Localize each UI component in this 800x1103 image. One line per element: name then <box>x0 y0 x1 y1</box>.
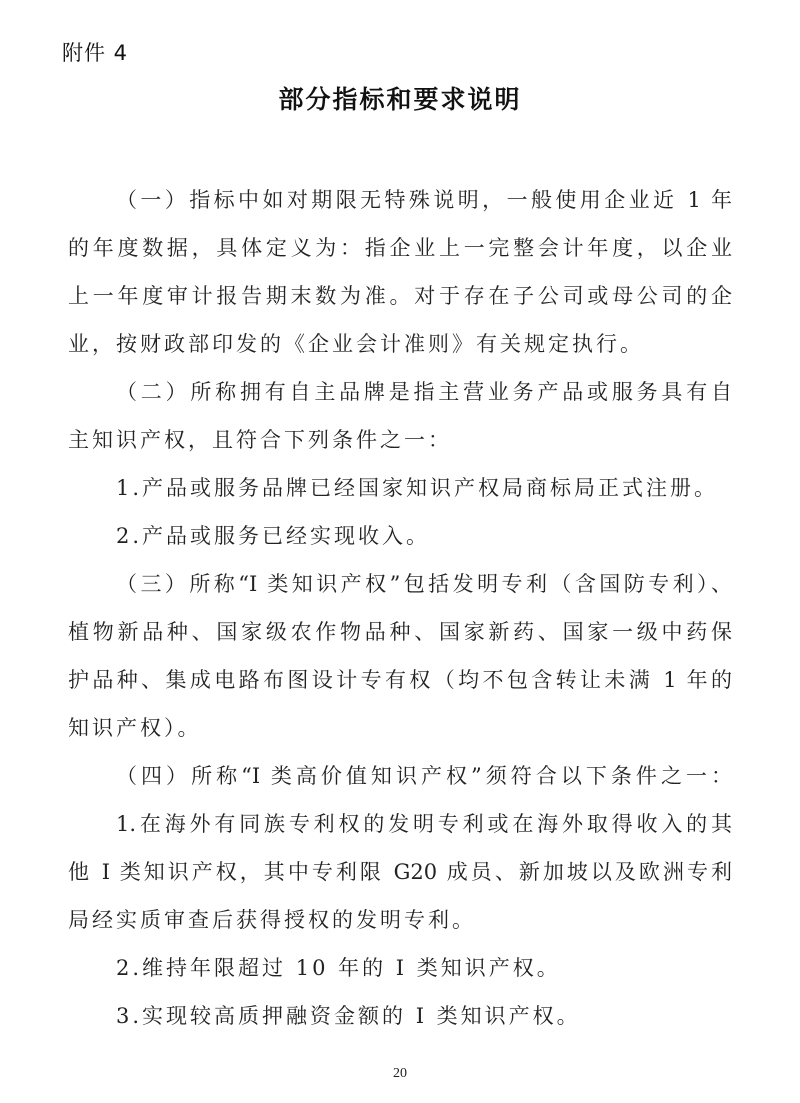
text-line: 2.维持年限超过 10 年的 I 类知识产权。 <box>116 956 561 980</box>
paragraph-section-4-item-1 <box>68 800 732 944</box>
paragraph-section-1 <box>68 176 732 368</box>
text-line: 1.在海外有同族专利权的发明专利或在海外取得收入的其 <box>116 812 732 836</box>
text-line: 2.产品或服务已经实现收入。 <box>116 524 431 548</box>
text-line: 他 I 类知识产权，其中专利限 G20 成员、新加坡以及欧洲专利 <box>68 860 732 884</box>
text-line: 护品种、集成电路布图设计专有权（均不包含转让未满 1 年的 <box>68 668 732 692</box>
text-line: 1.产品或服务品牌已经国家知识产权局商标局正式注册。 <box>116 476 719 500</box>
paragraph-section-4-item-3 <box>68 992 732 1040</box>
paragraph-section-2 <box>68 368 732 464</box>
text-line: 的年度数据，具体定义为：指企业上一完整会计年度，以企业 <box>68 236 732 260</box>
text-line: （三）所称“I 类知识产权”包括发明专利（含国防专利）、 <box>116 572 732 596</box>
page-number: 20 <box>393 1066 407 1081</box>
text-line: 3.实现较高质押融资金额的 I 类知识产权。 <box>116 1004 581 1028</box>
text-line: 局经实质审查后获得授权的发明专利。 <box>68 908 476 932</box>
text-line: 主知识产权，且符合下列条件之一： <box>68 428 452 452</box>
paragraph-section-4 <box>68 752 732 800</box>
paragraph-section-2-item-1 <box>68 464 732 512</box>
attachment-label: 附件 4 <box>62 41 129 65</box>
paragraph-section-2-item-2 <box>68 512 732 560</box>
document-title: 部分指标和要求说明 <box>278 85 522 114</box>
text-line: （四）所称“I 类高价值知识产权”须符合以下条件之一： <box>116 764 732 788</box>
text-line: （一）指标中如对期限无特殊说明，一般使用企业近 1 年 <box>116 188 732 212</box>
paragraph-section-3 <box>68 560 732 752</box>
text-line: 植物新品种、国家级农作物品种、国家新药、国家一级中药保 <box>68 620 732 644</box>
text-line: 知识产权）。 <box>68 716 202 740</box>
text-line: （二）所称拥有自主品牌是指主营业务产品或服务具有自 <box>116 380 732 404</box>
text-line: 业，按财政部印发的《企业会计准则》有关规定执行。 <box>68 332 644 356</box>
document-body <box>68 176 732 1040</box>
text-line: 上一年度审计报告期末数为准。对于存在子公司或母公司的企 <box>68 284 732 308</box>
paragraph-section-4-item-2 <box>68 944 732 992</box>
